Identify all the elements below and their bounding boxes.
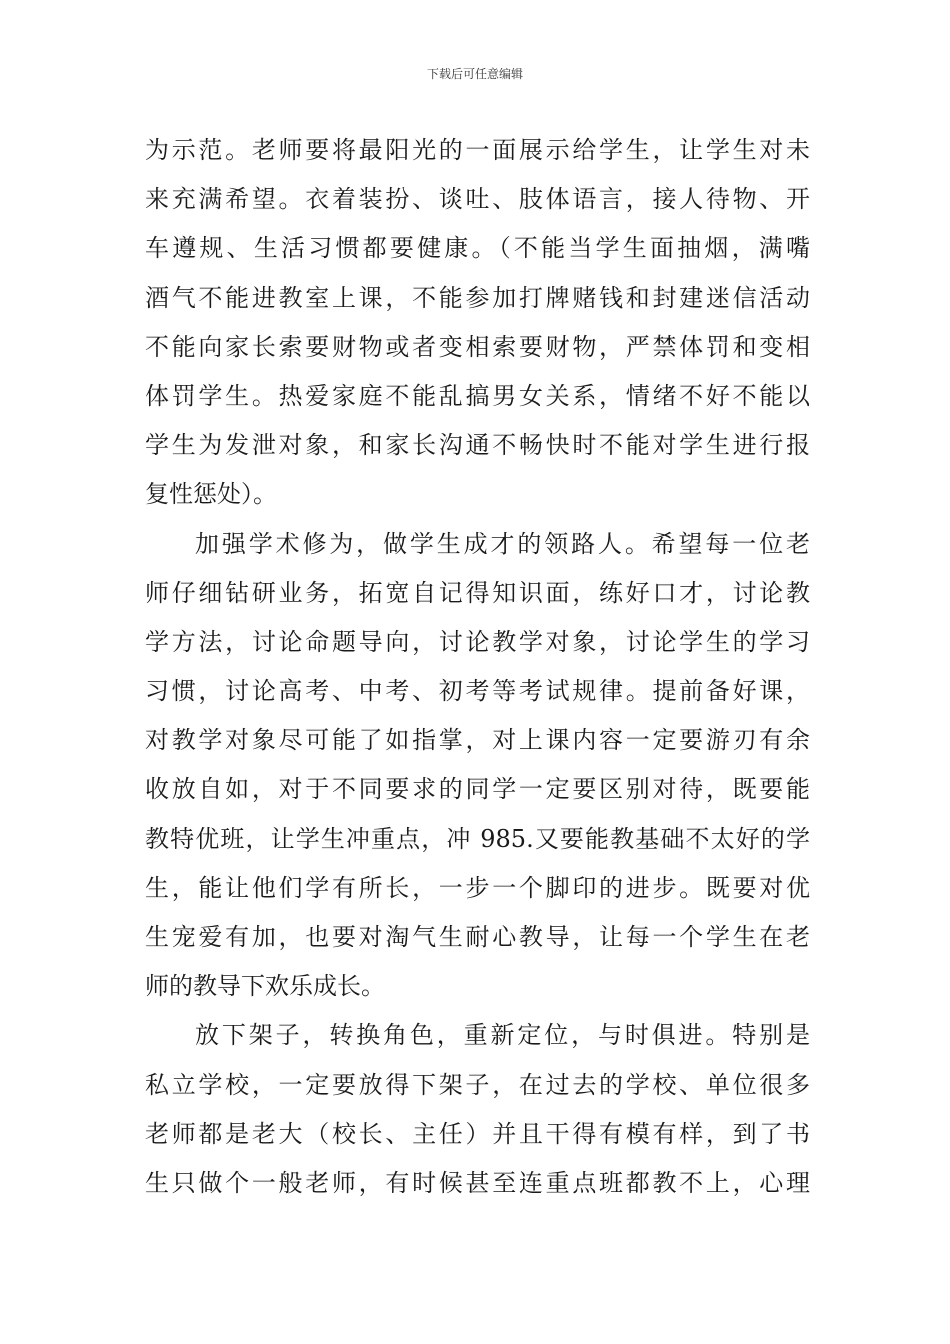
text-line: 酒气不能进教室上课，不能参加打牌赌钱和封建迷信活动	[145, 283, 810, 312]
text-line: 复性惩处）。	[145, 480, 277, 509]
text-line: 生，能让他们学有所长，一步一个脚印的进步。既要对优	[145, 873, 810, 902]
text-line: 来充满希望。衣着装扮、谈吐、肢体语言，接人待物、开	[145, 185, 810, 214]
page-header: 下载后可任意编辑	[426, 67, 523, 81]
text-line: 放下架子，转换角色，重新定位，与时俱进。特别是	[195, 1021, 810, 1050]
text-line: 加强学术修为，做学生成才的领路人。希望每一位老	[195, 529, 810, 558]
text-line: 生宠爱有加，也要对淘气生耐心教导，让每一个学生在老	[145, 923, 810, 951]
text-line: 车遵规、生活习惯都要健康。（不能当学生面抽烟，满嘴	[145, 234, 810, 263]
text-line: 教特优班，让学生冲重点，冲 985.又要能教基础不太好的学	[145, 824, 810, 853]
text-line: 学生为发泄对象，和家长沟通不畅快时不能对学生进行报	[145, 431, 810, 460]
text-line: 习惯，讨论高考、中考、初考等考试规律。提前备好课，	[145, 677, 810, 706]
text-line: 不能向家长索要财物或者变相索要财物，严禁体罚和变相	[145, 332, 810, 361]
text-line: 对教学对象尽可能了如指掌，对上课内容一定要游刃有余	[145, 726, 810, 755]
text-line: 师的教导下欢乐成长。	[145, 972, 385, 1001]
text-line: 师仔细钻研业务，拓宽自记得知识面，练好口才，讨论教	[145, 578, 810, 607]
text-line: 学方法，讨论命题导向，讨论教学对象，讨论学生的学习	[145, 627, 810, 656]
text-line: 老师都是老大（校长、主任）并且干得有模有样，到了书	[145, 1119, 810, 1148]
document-body	[145, 126, 810, 1208]
text-line: 为示范。老师要将最阳光的一面展示给学生，让学生对未	[145, 136, 810, 164]
text-line: 收放自如，对于不同要求的同学一定要区别对待，既要能	[145, 775, 810, 804]
text-line: 体罚学生。热爱家庭不能乱搞男女关系，情绪不好不能以	[145, 381, 810, 410]
text-line: 私立学校，一定要放得下架子，在过去的学校、单位很多	[145, 1070, 810, 1099]
text-line: 生只做个一般老师，有时候甚至连重点班都教不上，心理	[145, 1168, 810, 1197]
